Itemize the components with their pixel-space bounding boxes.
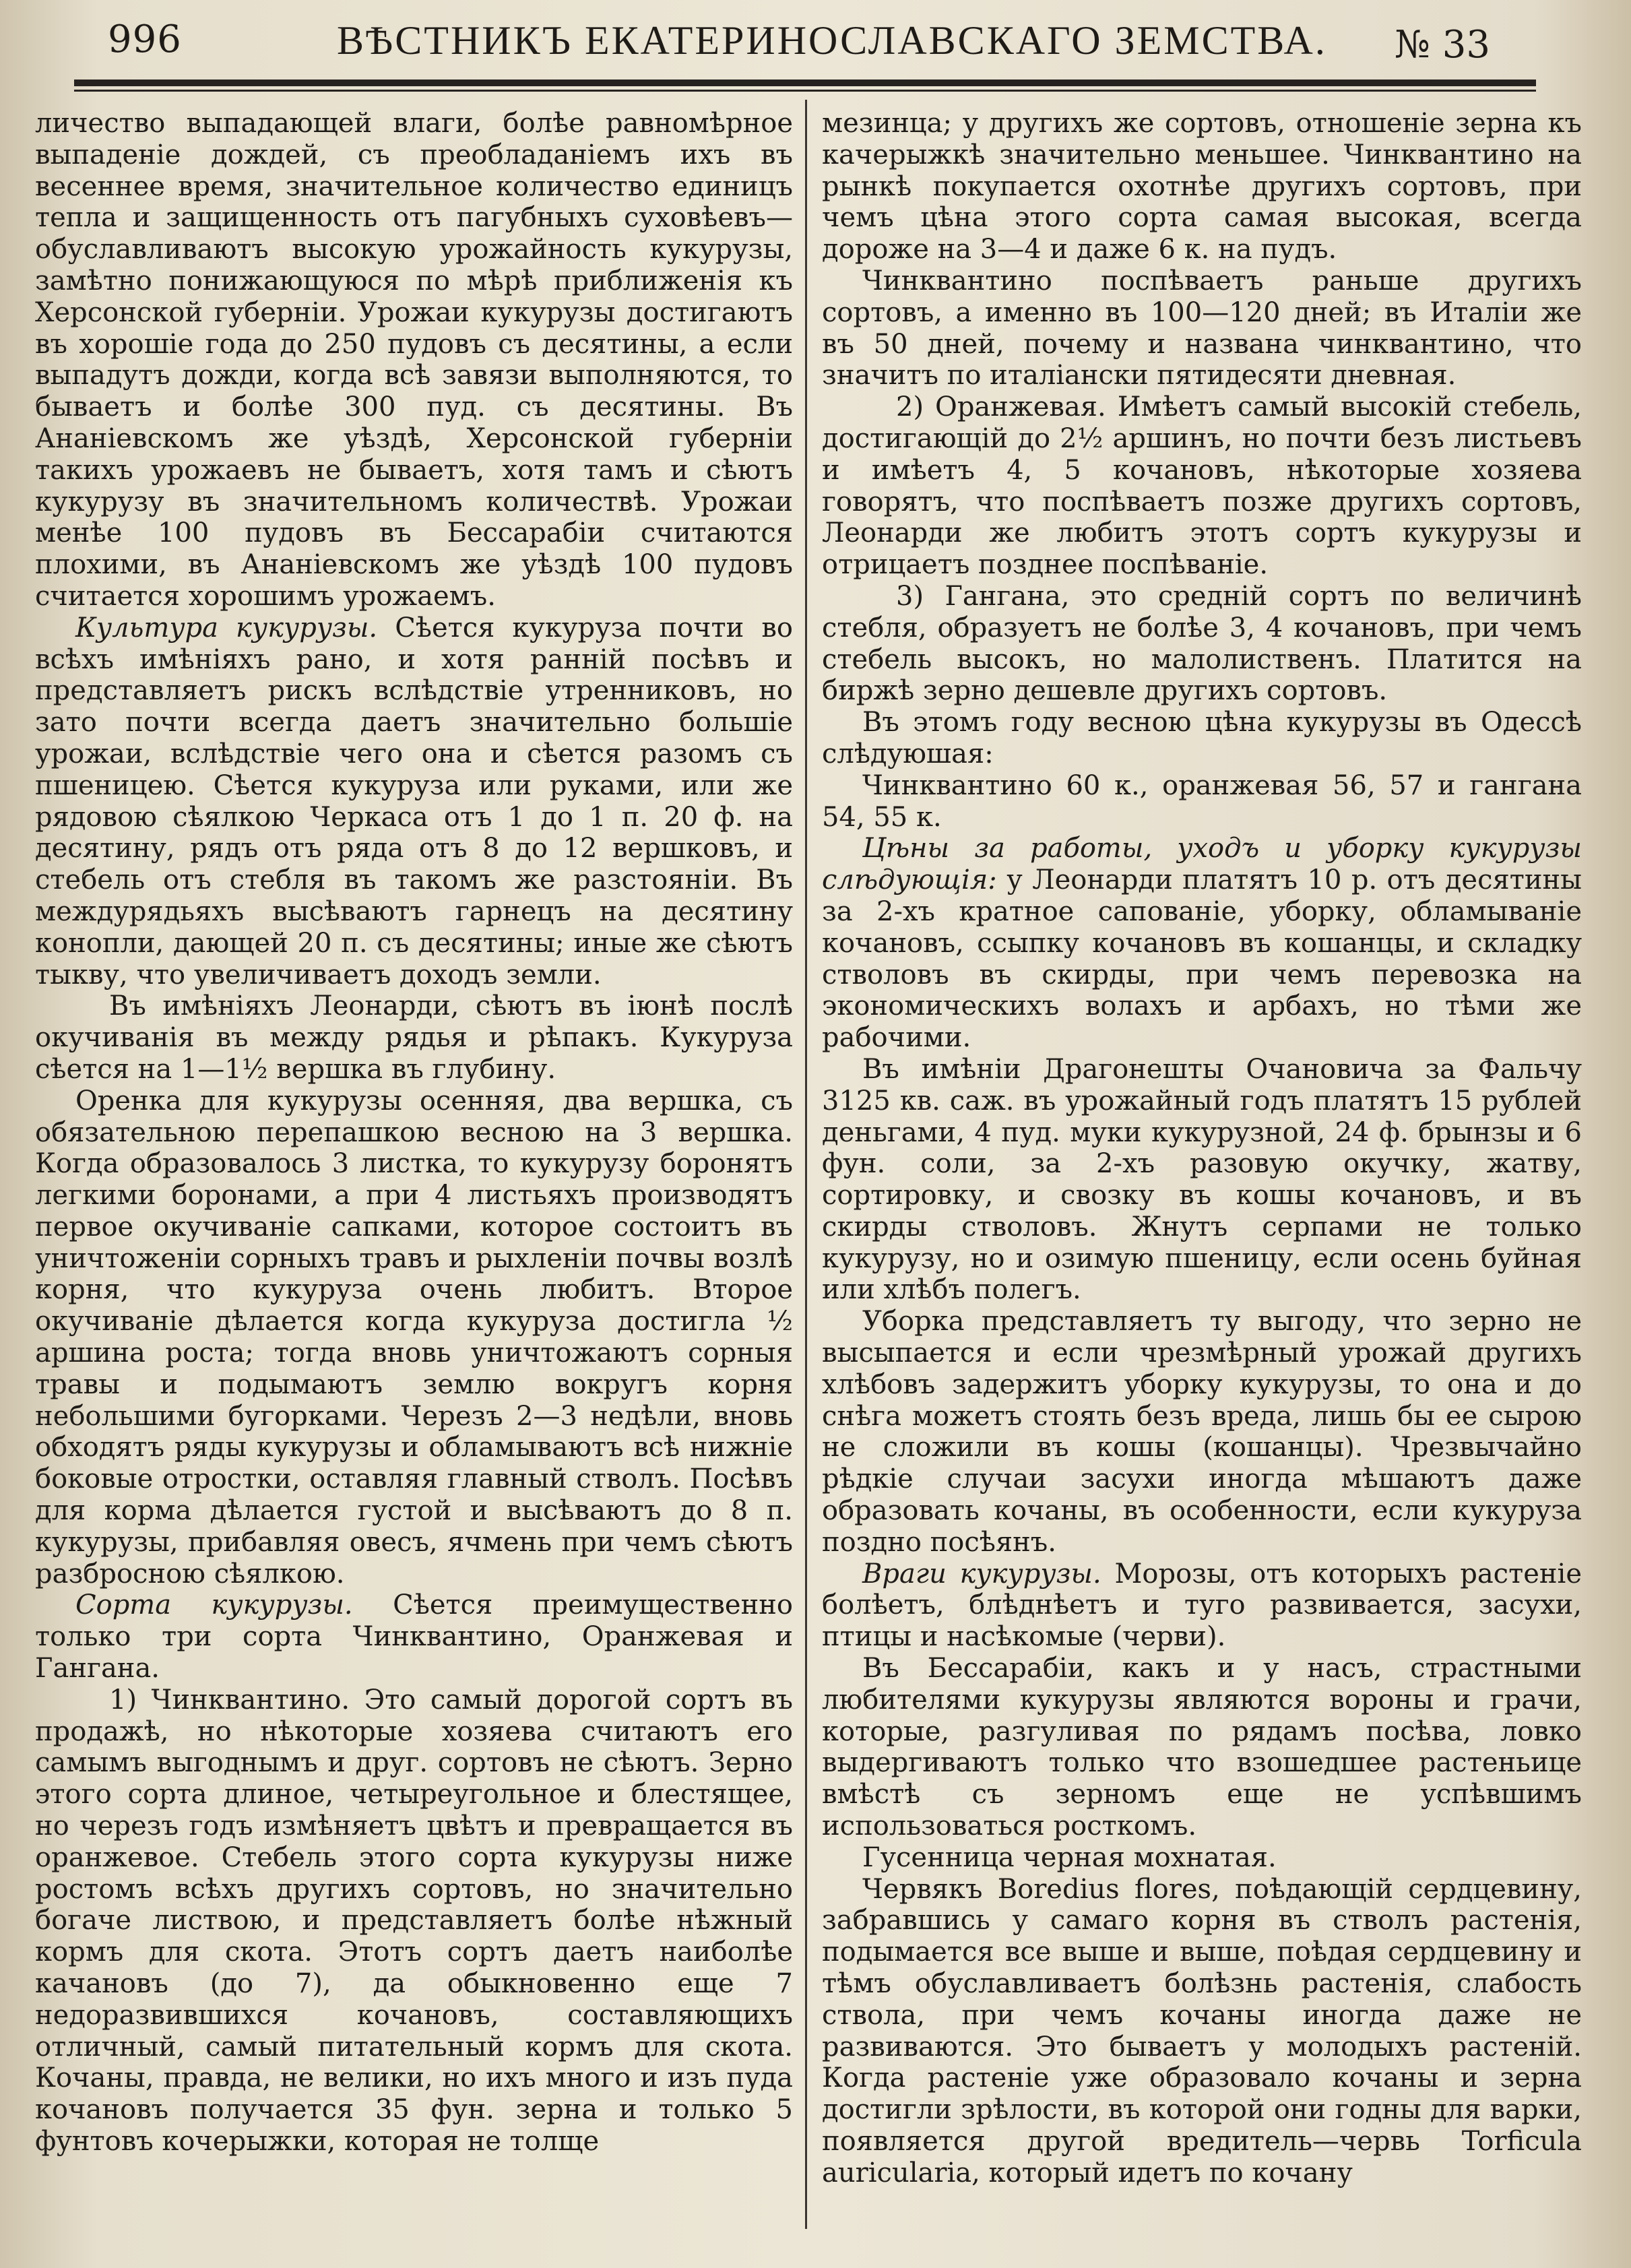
paragraph: Гусенница черная мохнатая.: [862, 1841, 1277, 1873]
page-number: 996: [108, 18, 182, 61]
paragraph: [35, 1589, 793, 1684]
paragraph: Оренка для кукурузы осенняя, два вершка, съ обязательною перепашкою весною на 3 вершка. Когда образовалось 3 листка, то кукурузу боронятъ легкими боронами, а при 4 листьяхъ производятъ первое окучиваніе сапками, которое состоитъ въ уничтоженіи сорныхъ травъ и рыхленіи почвы возлѣ корня, что кукуруза очень любитъ. Второе окучиваніе дѣлается когда кукуруза достигла ½ аршина роста; тогда вновь уничтожаютъ сорныя травы и подымаютъ землю вокругъ корня небольшими бугорками. Черезъ 2—3 недѣли, вновь обходятъ ряды кукурузы и обламываютъ всѣ нижніе боковые отростки, оставляя главный стволъ. Посѣвъ для корма дѣлается густой и высѣваютъ до 8 п. кукурузы, прибавляя овесъ, ячмень при чемъ сѣютъ разбросною сѣялкою.: [35, 1085, 793, 1589]
paragraph: Въ Бессарабіи, какъ и у насъ, страстными любителями кукурузы являются вороны и грачи, которые, разгуливая по рядамъ посѣва, ловко выдергиваютъ только что взошедшее растеньице вмѣстѣ съ зерномъ еще не успѣвшимъ использоваться росткомъ.: [822, 1653, 1582, 1842]
right-column: [822, 108, 1582, 2189]
paragraph: 1) Чинквантино. Это самый дорогой сортъ въ продажѣ, но нѣкоторые хозяева считаютъ его самымъ выгоднымъ и друг. сортовъ не сѣютъ. Зерно этого сорта длиное, четыреугольное и блестящее, но черезъ годъ измѣняетъ цвѣтъ и превращается въ оранжевое. Стебель этого сорта кукурузы ниже ростомъ всѣхъ другихъ сортовъ, но значительно богаче листвою, и представляетъ болѣе нѣжный кормъ для скота. Этотъ сортъ даетъ наиболѣе качановъ (до 7), да обыкновенно еще 7 недоразвившихся кочановъ, составляющихъ отличный, самый питательный кормъ для скота. Кочаны, правда, не велики, но ихъ много и изъ пуда кочановъ получается 35 фун. зерна и только 5 фунтовъ кочерыжки, которая не толще: [35, 1684, 793, 2157]
column-divider: [805, 100, 807, 2229]
section-heading: Враги кукурузы.: [862, 1558, 1101, 1589]
paragraph: Чинквантино поспѣваетъ раньше другихъ сортовъ, а именно въ 100—120 дней; въ Италіи же въ 50 дней, почему и названа чинквантино, что значитъ по италіански пятидесяти дневная.: [822, 265, 1582, 391]
paragraph-text: Сѣется кукуруза почти во всѣхъ имѣніяхъ рано, и хотя ранній посѣвъ и представляетъ рискъ вслѣдствіе утренниковъ, но зато почти всегда даетъ значительно большіе урожаи, вслѣдствіе чего она и сѣется разомъ съ пшеницею. Сѣется кукуруза или руками, или же рядовою сѣялкою Черкаса отъ 1 до 1 п. 20 ф. на десятину, рядъ отъ ряда отъ 8 до 12 вершковъ, и стебель отъ стебля въ такомъ же разстояніи. Въ междурядьяхъ высѣваютъ гарнецъ на десятину конопли, дающей 20 п. съ десятины; иные же сѣютъ тыкву, что увеличиваетъ доходъ земли.: [35, 612, 793, 990]
paragraph-text: у Леонарди платятъ 10 р. отъ десятины за 2-хъ кратное сапованіе, уборку, обламываніе кочановъ, ссыпку кочановъ въ кошанцы, и складку стволовъ въ скирды, при чемъ перевозка на экономическихъ волахъ и арбахъ, но тѣми же рабочими.: [822, 864, 1582, 1054]
paragraph-text: Сѣется преимущественно только три сорта Чинквантино, Оранжевая и Гангана.: [35, 1589, 794, 1684]
paragraph: [822, 1558, 1582, 1653]
issue-number: № 33: [1395, 23, 1491, 67]
section-heading: Цѣны за работы, уходъ и уборку кукурузы слѣдующія:: [822, 833, 1582, 896]
paragraph: Уборка представляетъ ту выгоду, что зерно не высыпается и если чрезмѣрный урожай другихъ хлѣбовъ задержитъ уборку кукурузы, то она и до снѣга можетъ стоять безъ вреда, лишь бы ее сырою не сложили въ кошы (кошанцы). Чрезвычайно рѣдкіе случаи засухи иногда мѣшаютъ даже образовать кочаны, въ особенности, если кукуруза поздно посѣянъ.: [822, 1306, 1582, 1558]
section-heading: Сорта кукурузы.: [75, 1589, 353, 1621]
paragraph: Чинквантино 60 к., оранжевая 56, 57 и гангана 54, 55 к.: [822, 769, 1582, 833]
section-heading: Культура кукурузы.: [75, 612, 378, 643]
paragraph: 3) Гангана, это средній сортъ по величинѣ стебля, образуетъ не болѣе 3, 4 кочановъ, при чемъ стебель высокъ, но малолиственъ. Платится на биржѣ зерно дешевле другихъ сортовъ.: [822, 580, 1582, 707]
paragraph: Въ имѣніяхъ Леонарди, сѣютъ въ іюнѣ послѣ окучиванія въ между рядья и рѣпакъ. Кукуруза сѣется на 1—1½ вершка въ глубину.: [35, 990, 793, 1085]
paragraph: личество выпадающей влаги, болѣе равномѣрное выпаденіе дождей, съ преобладаніемъ ихъ въ весеннее время, значительное количество единицъ тепла и защищенность отъ пагубныхъ суховѣевъ—обуславливаютъ высокую урожайность кукурузы, замѣтно понижающуюся по мѣрѣ приближенія къ Херсонской губерніи. Урожаи кукурузы достигаютъ въ хорошіе года до 250 пудовъ съ десятины, а если выпадутъ дожди, когда всѣ завязи выполняются, то бываетъ и болѣе 300 пуд. съ десятины. Въ Ананіевскомъ же уѣздѣ, Херсонской губерніи такихъ урожаевъ не бываетъ, хотя тамъ и сѣютъ кукурузу въ значительномъ количествѣ. Урожаи менѣе 100 пудовъ въ Бессарабіи считаются плохими, въ Ананіевскомъ же уѣздѣ 100 пудовъ считается хорошимъ урожаемъ.: [35, 108, 793, 612]
paragraph: Въ имѣніи Драгонешты Очановича за Фальчу 3125 кв. саж. въ урожайный годъ платятъ 15 рублей деньгами, 4 пуд. муки кукурузной, 24 ф. брынзы и 6 фун. соли, за 2-хъ разовую окучку, жатву, сортировку, и свозку въ кошы кочановъ, и въ скирды стволовъ. Жнутъ серпами не только кукурузу, но и озимую пшеницу, если осень буйная или хлѣбъ полегъ.: [822, 1053, 1582, 1306]
journal-title: ВѢСТНИКЪ ЕКАТЕРИНОСЛАВСКАГО ЗЕМСТВА.: [337, 18, 1327, 63]
paragraph-text: Морозы, отъ которыхъ растеніе болѣетъ, блѣднѣетъ и туго развивается, засухи, птицы и насѣкомые (черви).: [822, 1558, 1582, 1653]
page-header: [47, 12, 1563, 76]
paragraph: [822, 833, 1582, 1054]
paragraph: Червякъ Boredius flores, поѣдающій сердцевину, забравшись у самаго корня въ стволъ растенія, подымается все выше и выше, поѣдая сердцевину и тѣмъ обуславливаетъ болѣзнь растенія, слабость ствола, при чемъ кочаны иногда даже не развиваются. Это бываетъ у молодыхъ растеній. Когда растеніе уже образовало кочаны и зерна достигли зрѣлости, въ которой они годны для варки, появляется другой вредитель—червь Torficula auricularia, который идетъ по кочану: [822, 1873, 1582, 2188]
paragraph: 2) Оранжевая. Имѣетъ самый высокій стебель, достигающій до 2½ аршинъ, но почти безъ листьевъ и имѣетъ 4, 5 кочановъ, нѣкоторые хозяева говорятъ, что поспѣваетъ позже другихъ сортовъ, Леонарди же любитъ этотъ сортъ кукурузы и отрицаетъ позднее поспѣваніе.: [822, 391, 1582, 581]
left-column: [35, 108, 793, 2157]
paragraph: Въ этомъ году весною цѣна кукурузы въ Одессѣ слѣдуюшая:: [822, 707, 1582, 769]
paragraph: [35, 612, 793, 991]
header-rule-thin: [74, 90, 1536, 92]
header-rule-thick: [74, 80, 1536, 86]
paragraph: мезинца; у другихъ же сортовъ, отношеніе зерна къ качерыжкѣ значительно меньшее. Чинквантино на рынкѣ покупается охотнѣе другихъ сортовъ, при чемъ цѣна этого сорта самая высокая, всегда дороже на 3—4 и даже 6 к. на пудъ.: [822, 108, 1582, 265]
